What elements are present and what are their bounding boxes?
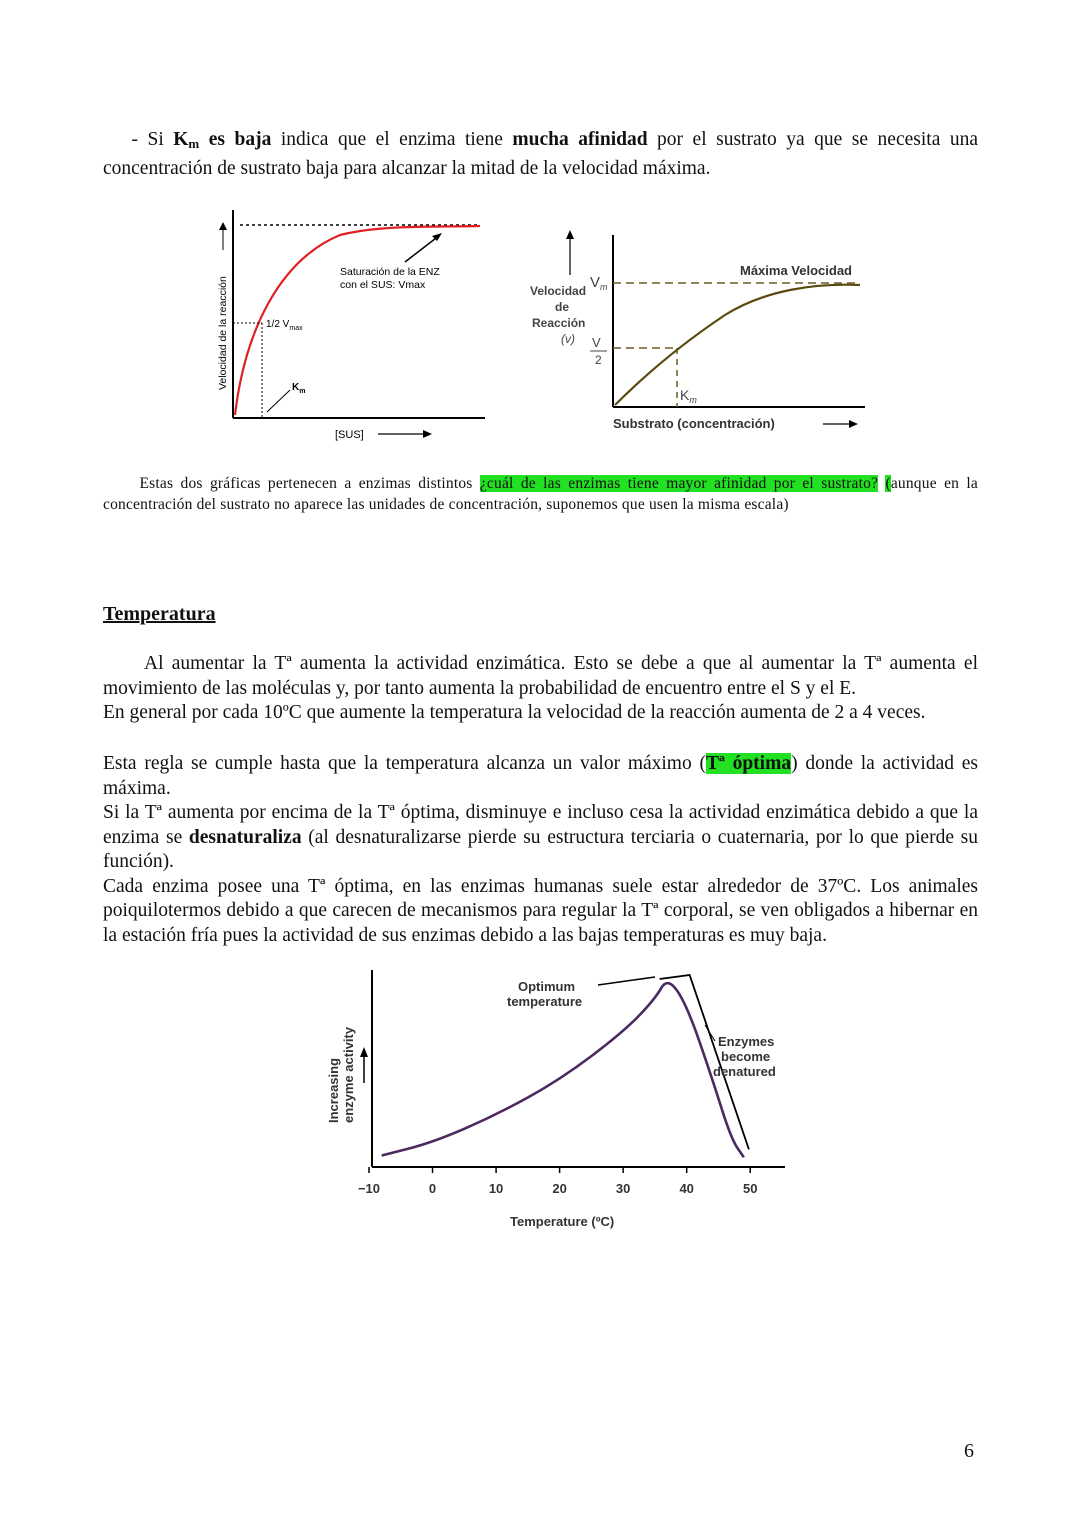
temp-optima-highlight: Tª óptima	[705, 753, 792, 774]
question-paragraph	[103, 473, 978, 515]
g1-annot-1: Saturación de la ENZ	[340, 266, 440, 278]
annot-optimum-1: Optimum	[518, 979, 576, 994]
km-text-2: por el sustrato ya que se necesita una concentración de sustrato baja para alcanzar la mitad de la velocidad máxima.	[103, 129, 978, 179]
km-dash: - Si	[131, 129, 174, 150]
page-number: 6	[964, 1440, 974, 1462]
temp-p2-text3: Si la Tª aumenta por encima de la Tª óptima, disminuye e incluso cesa la actividad enzimática debido a que la enzima se	[103, 802, 978, 848]
x-tick-label: 50	[742, 1181, 758, 1196]
temp-p1-line2: En general por cada 10ºC que aumente la temperatura la velocidad de la reacción aumenta de 2 a 4 veces.	[103, 702, 926, 723]
x-tick-label: 10	[488, 1181, 504, 1196]
g2-ylabel-1: Velocidad	[530, 284, 587, 298]
section-title-temperatura: Temperatura	[103, 603, 216, 625]
km-subscript: m	[188, 136, 200, 151]
g2-vm: $V_m$	[590, 274, 608, 292]
km-paragraph	[103, 128, 978, 181]
g1-xlabel: [SUS]	[335, 429, 364, 441]
graph-saturation	[210, 200, 500, 445]
temp-p2-text2: ) donde la actividad es máxima.	[103, 753, 979, 799]
x-tick-label: −10	[357, 1181, 381, 1196]
temp-xlabel: Temperature (ºC)	[510, 1214, 615, 1229]
annot-denat-3: denatured	[713, 1064, 776, 1079]
km-symbol: K	[173, 129, 189, 150]
g1-half-vmax: 1/2 $V_{max}$	[266, 319, 303, 332]
km-text-1: indica que el enzima tiene	[271, 129, 513, 150]
x-tick-label: 20	[552, 1181, 567, 1196]
g2-title: Máxima Velocidad	[740, 263, 852, 278]
g1-annot-2: con el SUS: Vmax	[340, 279, 426, 291]
annot-denat-1: Enzymes	[718, 1034, 775, 1049]
x-tick-label: 30	[615, 1181, 631, 1196]
question-highlight: ¿cuál de las enzimas tiene mayor afinidad por el sustrato?	[479, 475, 879, 492]
temp-p2-text5: Cada enzima posee una Tª óptima, en las enzimas humanas suele estar alrededor de 37ºC. Los animales poiquilotermos debido a que carecen de mecanismos para regular la Tª corporal, se ven obligados a hibernar en la estación fría pues la actividad de sus enzimas debido a las bajas temperaturas es muy baja.	[103, 875, 978, 946]
g2-ylabel-4: (v)	[561, 332, 575, 346]
g1-km: $K_m$	[292, 382, 306, 395]
temp-paragraph-2	[103, 752, 978, 948]
km-es-baja: es baja	[199, 129, 272, 150]
temp-p2-text4: (al desnaturalizarse pierde su estructura terciaria o cuaternaria, por lo que pierde su función).	[103, 826, 979, 872]
g2-xlabel: Substrato (concentración)	[613, 416, 775, 431]
temp-desnaturaliza: desnaturaliza	[188, 826, 302, 848]
temp-p1-line1: Al aumentar la Tª aumenta la actividad enzimática. Esto se debe a que al aumentar la Tª aumenta el movimiento de las moléculas y, por tanto aumenta la probabilidad de encuentro entre el S y el E.	[103, 653, 978, 699]
graph-michaelis	[525, 225, 885, 440]
temperature-curve	[382, 983, 744, 1157]
temperature-chart	[310, 965, 800, 1235]
temp-ylabel-1: Increasing	[326, 1057, 341, 1123]
g2-ylabel-3: Reacción	[532, 316, 586, 330]
temp-paragraph-1	[103, 652, 978, 726]
g2-ylabel-2: de	[555, 300, 570, 314]
michaelis-curve	[615, 285, 860, 405]
g1-ylabel: Velocidad de la reacción	[217, 276, 229, 390]
temp-p2-text1: Esta regla se cumple hasta que la temperatura alcanza un valor máximo (	[103, 753, 706, 774]
question-text-2: aunque en la concentración del sustrato no aparece las unidades de concentración, suponemos que usen la misma escala)	[103, 475, 979, 513]
g2-vm-half: V	[592, 335, 601, 350]
g2-km: $K_m$	[680, 387, 697, 405]
x-tick-label: 40	[679, 1181, 694, 1196]
question-text-1: Estas dos gráficas pertenecen a enzimas distintos	[139, 475, 480, 492]
question-paren: (	[885, 475, 891, 492]
annot-optimum-2: temperature	[507, 994, 583, 1009]
temp-ylabel-2: enzyme activity	[341, 1026, 356, 1123]
annot-denat-2: become	[721, 1049, 771, 1064]
x-tick-label: 0	[428, 1181, 437, 1196]
g2-two: 2	[595, 353, 602, 367]
km-mucha-afinidad: mucha afinidad	[512, 129, 648, 150]
